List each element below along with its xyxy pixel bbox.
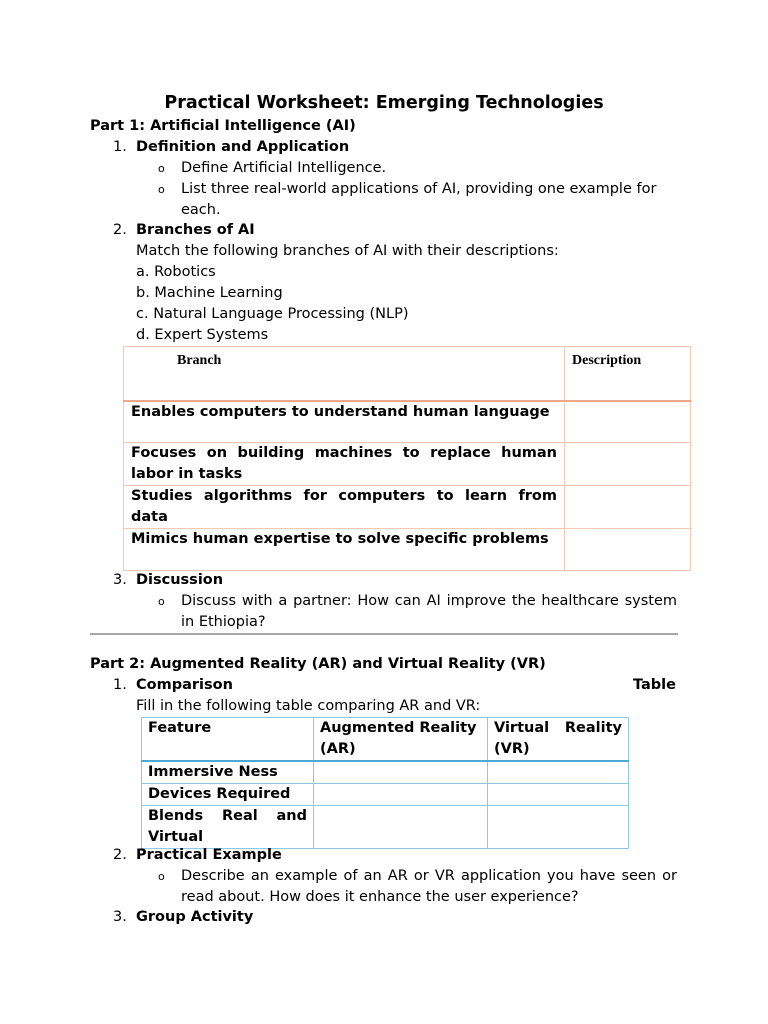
part1-item3-heading: Discussion bbox=[136, 572, 224, 588]
description-answer-cell[interactable] bbox=[565, 486, 691, 529]
bullet-text: Define Artificial Intelligence. bbox=[181, 160, 387, 176]
part2-item3-heading: Group Activity bbox=[136, 909, 254, 925]
table-header-description: Description bbox=[565, 347, 691, 401]
table-row bbox=[124, 401, 691, 443]
bullet-text-continuation: each. bbox=[181, 202, 221, 218]
description-answer-cell[interactable] bbox=[565, 529, 691, 571]
ar-answer-cell[interactable] bbox=[314, 784, 488, 806]
section-divider bbox=[90, 633, 678, 635]
part2-item1-intro: Fill in the following table comparing AR and VR: bbox=[136, 698, 481, 714]
part2-item2-number: 2. bbox=[113, 847, 127, 863]
bullet-marker: o bbox=[158, 162, 165, 175]
page-title: Practical Worksheet: Emerging Technologies bbox=[164, 93, 604, 113]
option-robotics: a. Robotics bbox=[136, 264, 216, 280]
option-machine-learning: b. Machine Learning bbox=[136, 285, 283, 301]
description-answer-cell[interactable] bbox=[565, 443, 691, 486]
part2-item1-heading-right: Table bbox=[633, 677, 676, 693]
table-cell: Mimics human expertise to solve specific problems bbox=[124, 529, 565, 571]
table-header-feature: Feature bbox=[142, 718, 314, 762]
part2-heading: Part 2: Augmented Reality (AR) and Virtual Reality (VR) bbox=[90, 656, 546, 672]
table-cell: Studies algorithms for computers to learn from data bbox=[124, 486, 565, 529]
table-row bbox=[124, 529, 691, 571]
part1-item2-heading: Branches of AI bbox=[136, 222, 255, 238]
table-header-ar: Augmented Reality (AR) bbox=[314, 718, 488, 762]
table-row bbox=[142, 806, 629, 849]
part2-item1-heading: Comparison bbox=[136, 677, 233, 693]
vr-answer-cell[interactable] bbox=[488, 806, 629, 849]
table-row bbox=[124, 443, 691, 486]
option-nlp: c. Natural Language Processing (NLP) bbox=[136, 306, 409, 322]
table-cell: Devices Required bbox=[142, 784, 314, 806]
branches-table bbox=[123, 346, 691, 571]
table-row bbox=[124, 486, 691, 529]
bullet-marker: o bbox=[158, 183, 165, 196]
table-cell: Immersive Ness bbox=[142, 761, 314, 784]
table-header-vr: Virtual Reality (VR) bbox=[488, 718, 629, 762]
bullet-text: List three real-world applications of AI, providing one example for bbox=[181, 181, 657, 197]
description-answer-cell[interactable] bbox=[565, 401, 691, 443]
part2-item1-number: 1. bbox=[113, 677, 127, 693]
part2-item3-number: 3. bbox=[113, 909, 127, 925]
part2-item2-heading: Practical Example bbox=[136, 847, 282, 863]
table-row bbox=[142, 784, 629, 806]
bullet-marker: o bbox=[158, 595, 165, 608]
table-cell: Blends Real and Virtual bbox=[142, 806, 314, 849]
ar-answer-cell[interactable] bbox=[314, 806, 488, 849]
table-cell: Focuses on building machines to replace human labor in tasks bbox=[124, 443, 565, 486]
bullet-marker: o bbox=[158, 870, 165, 883]
part1-item2-intro: Match the following branches of AI with their descriptions: bbox=[136, 243, 559, 259]
vr-answer-cell[interactable] bbox=[488, 784, 629, 806]
part1-item1-number: 1. bbox=[113, 139, 127, 155]
part1-item3-number: 3. bbox=[113, 572, 127, 588]
bullet-text: Discuss with a partner: How can AI improve the healthcare system in Ethiopia? bbox=[181, 593, 677, 630]
bullet-text: Describe an example of an AR or VR application you have seen or read about. How does it enhance the user experience? bbox=[181, 868, 677, 905]
option-expert-systems: d. Expert Systems bbox=[136, 327, 269, 343]
vr-answer-cell[interactable] bbox=[488, 761, 629, 784]
table-header-branch: Branch bbox=[124, 347, 565, 401]
part1-item2-number: 2. bbox=[113, 222, 127, 238]
table-row bbox=[142, 761, 629, 784]
table-cell: Enables computers to understand human language bbox=[124, 401, 565, 443]
part1-item1-heading: Definition and Application bbox=[136, 139, 350, 155]
part1-heading: Part 1: Artificial Intelligence (AI) bbox=[90, 118, 356, 134]
ar-vr-comparison-table bbox=[141, 717, 629, 849]
ar-answer-cell[interactable] bbox=[314, 761, 488, 784]
